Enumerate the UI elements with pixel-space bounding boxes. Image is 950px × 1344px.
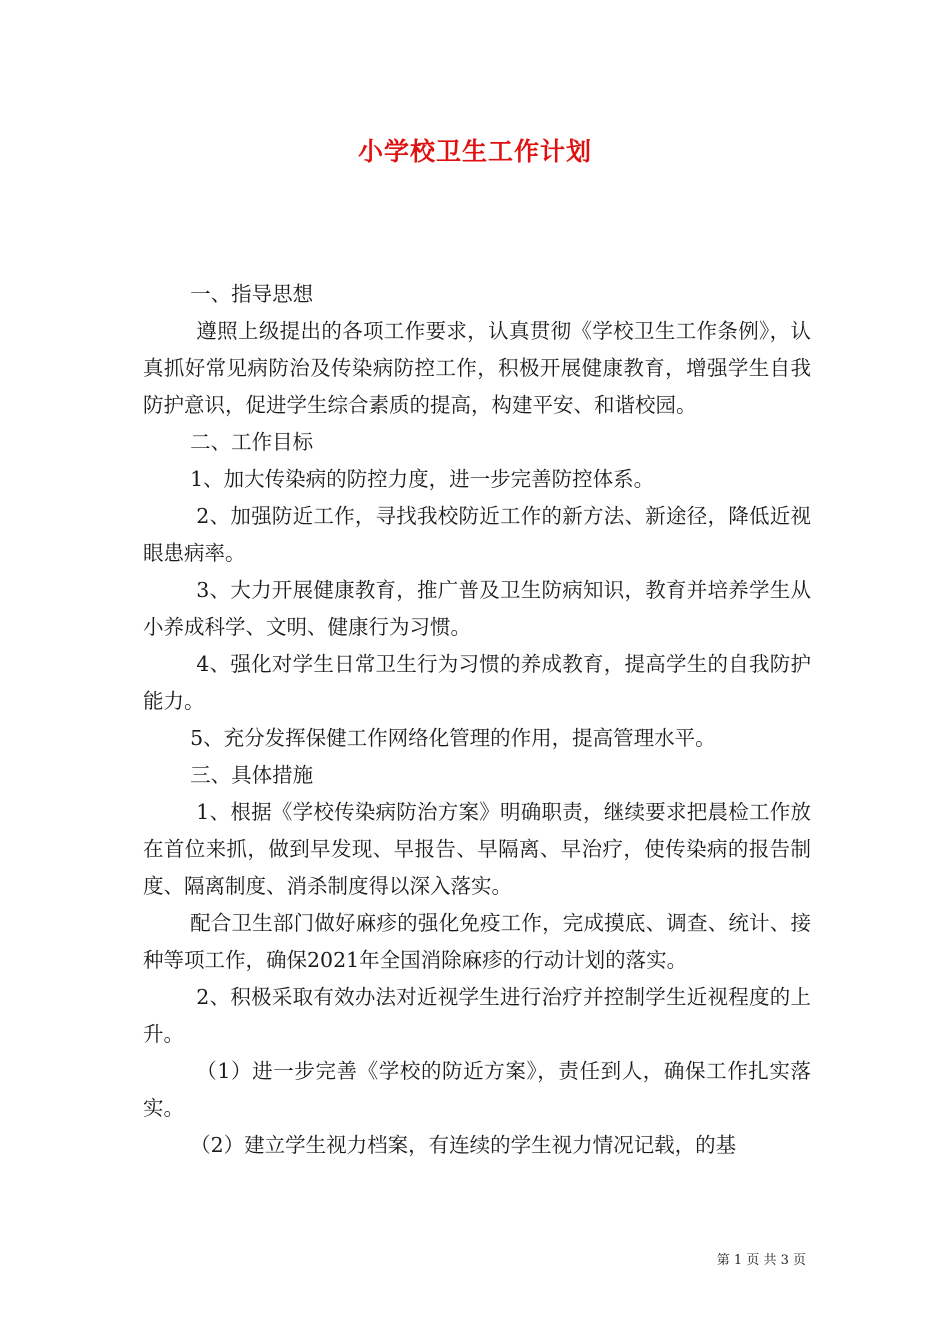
- section-heading-guiding-thought: 一、指导思想: [190, 282, 314, 306]
- goal-item-5: 5、充分发挥保健工作网络化管理的作用，提高管理水平。: [190, 726, 716, 750]
- section-heading-measures: 三、具体措施: [190, 763, 314, 787]
- document-body: [143, 276, 811, 1164]
- measure-subitem-2: （2）建立学生视力档案，有连续的学生视力情况记载，的基: [190, 1133, 737, 1157]
- measure-paragraph-measles: 配合卫生部门做好麻疹的强化免疫工作，完成摸底、调查、统计、接种等项工作，确保2021年全国消除麻疹的行动计划的落实。: [143, 911, 811, 972]
- measure-item-1: 1、根据《学校传染病防治方案》明确职责，继续要求把晨检工作放在首位来抓，做到早发现、早报告、早隔离、早治疗，使传染病的报告制度、隔离制度、消杀制度得以深入落实。: [143, 800, 811, 898]
- paragraph-guiding-thought: 遵照上级提出的各项工作要求，认真贯彻《学校卫生工作条例》，认真抓好常见病防治及传染病防控工作，积极开展健康教育，增强学生自我防护意识，促进学生综合素质的提高，构建平安、和谐校园。: [143, 319, 811, 417]
- measure-subitem-1: （1）进一步完善《学校的防近方案》，责任到人，确保工作扎实落实。: [143, 1059, 811, 1120]
- goal-item-2: 2、加强防近工作，寻找我校防近工作的新方法、新途径，降低近视眼患病率。: [143, 504, 811, 565]
- page-number: 第 1 页 共 3 页: [716, 1253, 806, 1268]
- goal-item-1: 1、加大传染病的防控力度，进一步完善防控体系。: [190, 467, 655, 491]
- goal-item-3: 3、大力开展健康教育，推广普及卫生防病知识，教育并培养学生从小养成科学、文明、健康行为习惯。: [143, 578, 811, 639]
- goal-item-4: 4、强化对学生日常卫生行为习惯的养成教育，提高学生的自我防护能力。: [143, 652, 811, 713]
- measure-item-2: 2、积极采取有效办法对近视学生进行治疗并控制学生近视程度的上升。: [143, 985, 811, 1046]
- section-heading-work-goals: 二、工作目标: [190, 430, 314, 454]
- document-title: 小学校卫生工作计划: [357, 137, 592, 166]
